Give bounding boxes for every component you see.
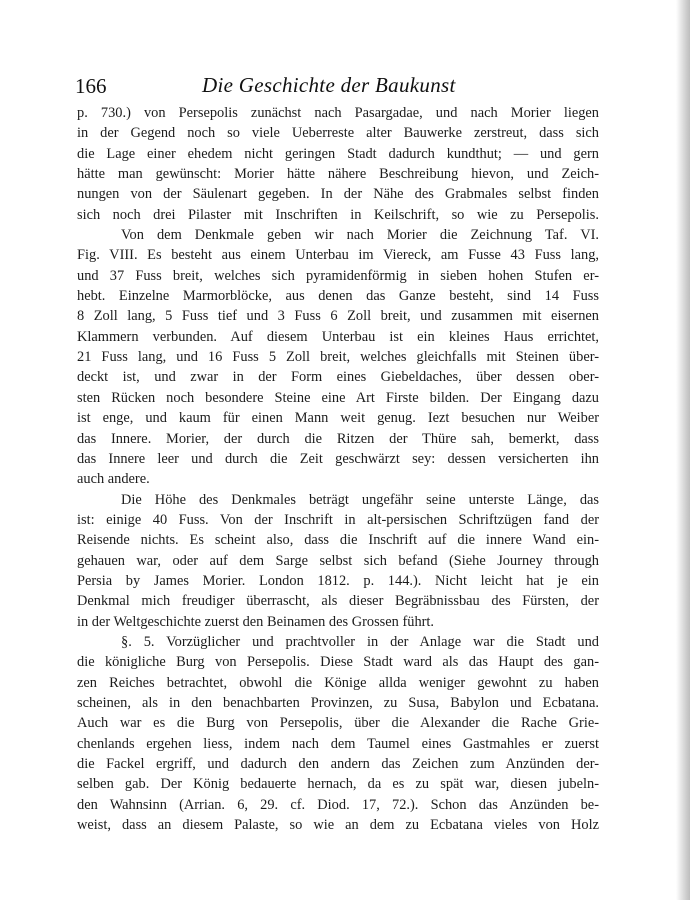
text-line: §. 5. Vorzüglicher und prachtvoller in der Anlage war die Stadt und [121,633,599,650]
text-line: hätte man gewünscht: Morier hätte nähere Beschreibung hievon, und Zeich- [77,166,599,183]
page-edge-shadow [676,0,690,900]
text-line: Denkmal mich freudiger überrascht, als dieser Begräbnissbau des Fürsten, der [77,593,599,610]
text-line: den Wahnsinn (Arrian. 6, 29. cf. Diod. 17, 72.). Schon das Anzünden be- [77,796,599,813]
text-line: selben gab. Der König bedauerte hernach, da es zu spät war, diesen jubeln- [77,776,599,793]
text-line: scheinen, als in den benachbarten Provinzen, zu Susa, Babylon und Ecbatana. [77,694,599,711]
text-line: die königliche Burg von Persepolis. Diese Stadt ward als das Haupt des gan- [77,654,599,671]
text-line: Die Höhe des Denkmales beträgt ungefähr seine unterste Länge, das [121,491,599,508]
text-line: in der Weltgeschichte zuerst den Beinamen des Grossen führt. [77,613,435,630]
body-text [77,103,599,835]
text-line: gehauen war, oder auf dem Sarge selbst sich befand (Siehe Journey through [77,552,599,569]
text-line: deckt ist, und zwar in der Form eines Giebeldaches, über dessen ober- [77,369,599,386]
page-number: 166 [75,74,107,98]
text-line: sten Rücken noch besondere Steine eine Art Firste bilden. Der Eingang dazu [77,389,599,406]
text-line: chenlands ergehen liess, indem nach dem Taumel eines Gastmahles er zuerst [77,735,599,752]
text-line: das Innere. Morier, der durch die Ritzen der Thüre sah, bemerkt, dass [77,430,599,447]
text-line: p. 730.) von Persepolis zunächst nach Pasargadae, und nach Morier liegen [77,105,599,121]
text-line: in der Gegend noch so viele Ueberreste alter Bauwerke zerstreut, dass sich [77,125,599,142]
text-line: zen Reiches betrachtet, obwohl die Könige allda weniger gewohnt zu haben [77,674,599,691]
text-line: hebt. Einzelne Marmorblöcke, aus denen das Ganze besteht, sind 14 Fuss [77,288,599,305]
text-line: 8 Zoll lang, 5 Fuss tief und 3 Fuss 6 Zoll breit, und zusammen mit eisernen [77,308,599,325]
text-line: 21 Fuss lang, und 16 Fuss 5 Zoll breit, welches gleichfalls mit Steinen über- [77,349,599,366]
text-line: weist, dass an diesem Palaste, so wie an dem zu Ecbatana vieles von Holz [77,817,599,834]
running-title: Die Geschichte der Baukunst [202,73,456,97]
text-line: Klammern verbunden. Auf diesem Unterbau ist ein kleines Haus errichtet, [77,328,599,345]
text-line: die Fackel ergriff, und dadurch den andern das Zeichen zum Anzünden der- [77,756,599,772]
text-line: auch andere. [77,471,150,488]
page-header [75,74,615,98]
text-line: ist enge, und kaum für einen Mann weit genug. Iezt besuchen nur Weiber [77,410,599,427]
text-line: die Lage einer ehedem nicht geringen Stadt dadurch kundthut; — und gern [77,145,599,162]
text-line: Reisende nichts. Es scheint also, dass die Inschrift auf die innere Wand ein- [77,532,599,549]
text-line: sich noch drei Pilaster mit Inschriften in Keilschrift, so wie zu Persepolis. [77,206,599,223]
text-line: und 37 Fuss breit, welches sich pyramidenförmig in sieben hohen Stufen er- [77,267,599,284]
text-line: Von dem Denkmale geben wir nach Morier die Zeichnung Taf. VI. [121,227,599,244]
text-line: das Innere leer und durch die Zeit geschwärzt sey: dessen versicherten ihn [77,450,599,467]
text-line: nungen von der Säulenart gegeben. In der Nähe des Grabmales selbst finden [77,186,599,203]
text-line: Auch war es die Burg von Persepolis, über die Alexander die Rache Grie- [77,715,599,732]
text-line: ist: einige 40 Fuss. Von der Inschrift in alt-persischen Schriftzügen fand der [77,511,599,528]
text-line: Fig. VIII. Es besteht aus einem Unterbau im Viereck, am Fusse 43 Fuss lang, [77,247,599,264]
text-line: Persia by James Morier. London 1812. p. 144.). Nicht leicht hat je ein [77,572,599,589]
